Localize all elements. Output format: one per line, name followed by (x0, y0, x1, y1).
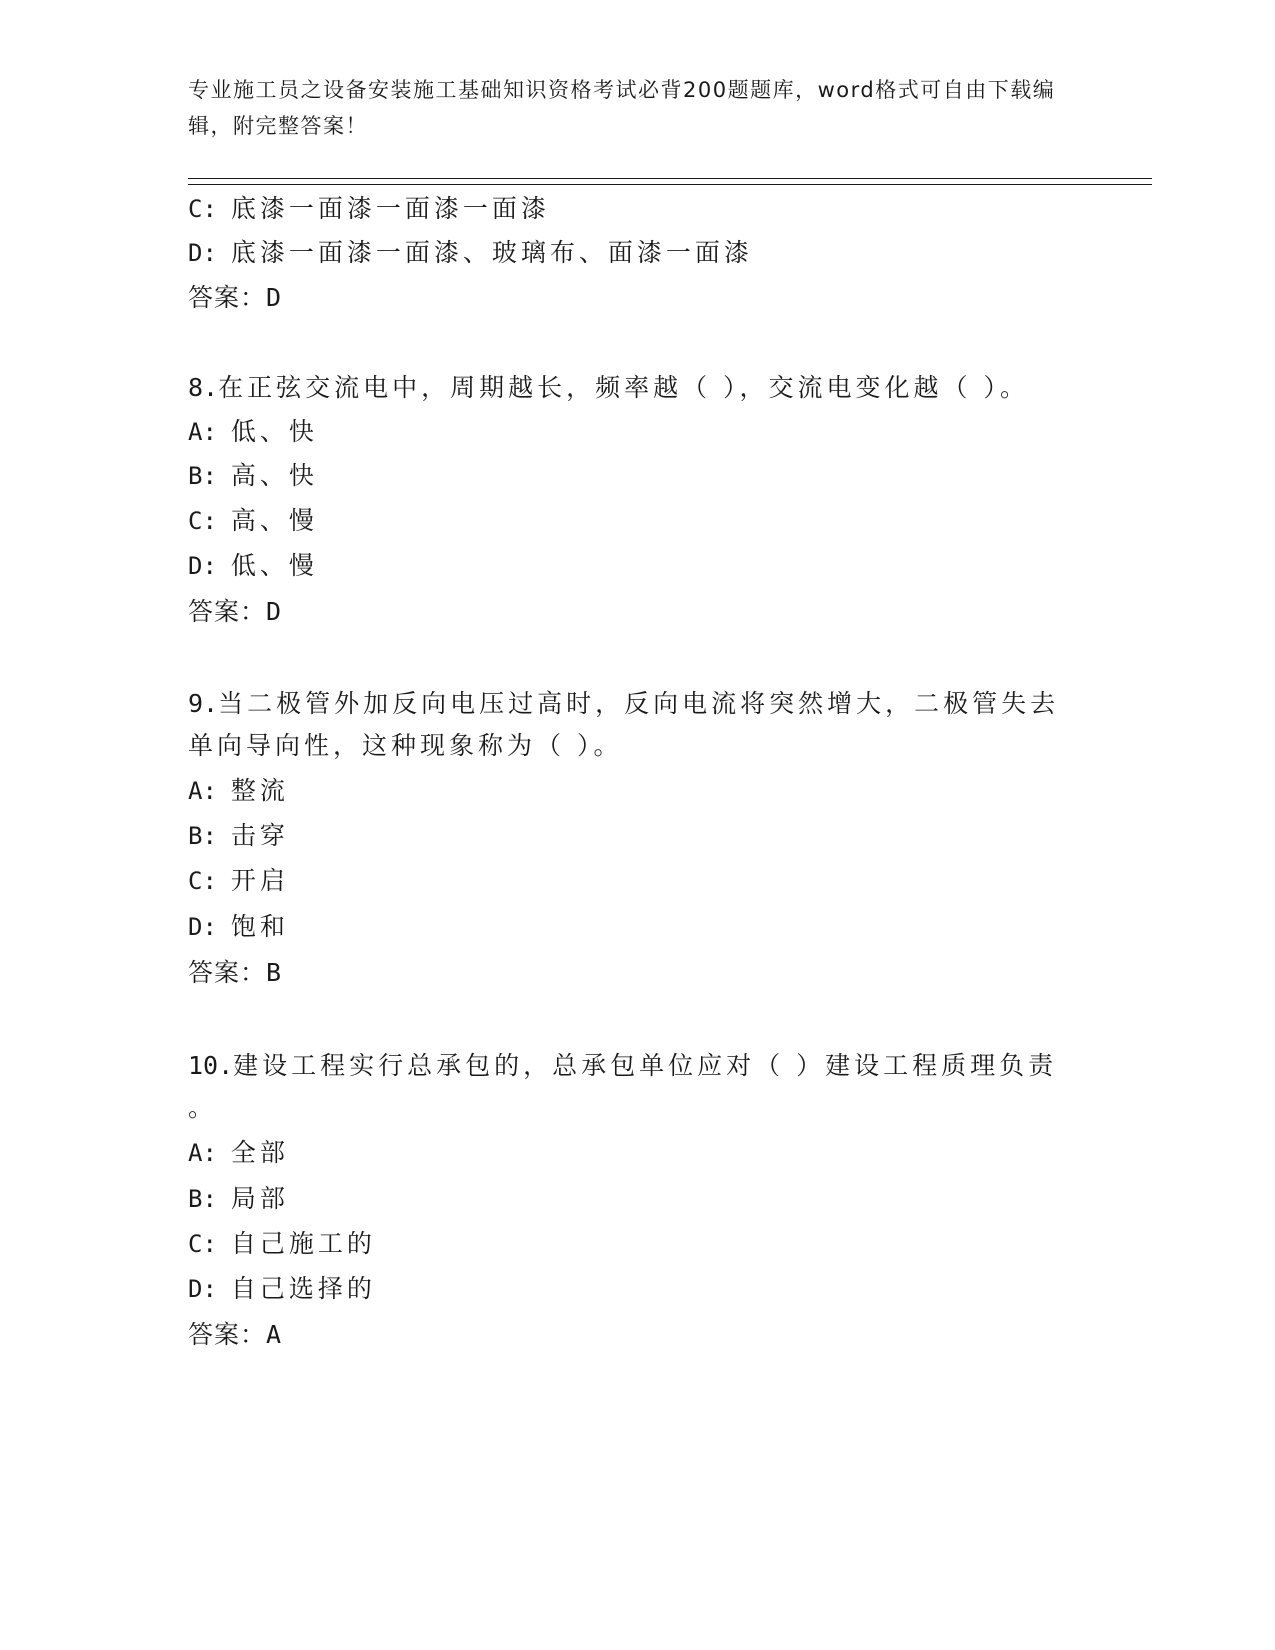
option-text: 饱和 (230, 912, 289, 941)
option-text: 自己施工的 (230, 1229, 376, 1258)
question-number: 8. (188, 373, 219, 402)
question-text: 建设工程实行总承包的，总承包单位应对（ ）建设工程质理负责 (233, 1051, 1058, 1080)
q8-option-d (188, 551, 318, 581)
option-label: C: (188, 195, 217, 223)
q8-stem (188, 373, 1029, 403)
q10-answer (188, 1320, 282, 1350)
q7-answer (188, 283, 282, 313)
option-text: 自己选择的 (230, 1274, 376, 1303)
option-label: D: (188, 913, 217, 941)
option-label: D: (188, 1275, 217, 1303)
option-text: 底漆一面漆一面漆一面漆 (230, 194, 550, 223)
option-label: A: (188, 418, 217, 446)
answer-label: 答案： (188, 1320, 267, 1349)
q9-option-d (188, 912, 289, 942)
option-label: B: (188, 462, 217, 490)
q9-option-c (188, 866, 289, 896)
option-text: 高、快 (230, 461, 318, 490)
option-label: C: (188, 507, 217, 535)
option-label: A: (188, 777, 217, 805)
option-label: C: (188, 867, 217, 895)
q9-stem-line2: 单向导向性，这种现象称为（ ）。 (188, 731, 623, 760)
answer-value: A (266, 1320, 283, 1349)
option-text: 底漆一面漆一面漆、玻璃布、面漆一面漆 (230, 238, 753, 267)
option-label: D: (188, 239, 217, 267)
answer-label: 答案： (188, 283, 267, 312)
q10-option-b (188, 1184, 289, 1214)
option-text: 低、快 (230, 417, 318, 446)
answer-value: D (266, 597, 283, 626)
option-text: 局部 (230, 1184, 289, 1213)
q8-option-a (188, 417, 318, 447)
q10-stem-line2: 。 (188, 1093, 218, 1122)
q8-option-c (188, 506, 318, 536)
q10-option-d (188, 1274, 376, 1304)
q10-option-a (188, 1138, 289, 1168)
document-header: 专业施工员之设备安装施工基础知识资格考试必背200题题库，word格式可自由下载编辑，附完整答案！ (188, 78, 1056, 138)
option-text: 高、慢 (230, 506, 318, 535)
header-divider-top (188, 178, 1152, 179)
answer-label: 答案： (188, 597, 267, 626)
option-text: 开启 (230, 866, 289, 895)
option-label: A: (188, 1139, 217, 1167)
option-text: 低、慢 (230, 551, 318, 580)
option-label: B: (188, 822, 217, 850)
q7-option-d (188, 238, 753, 268)
q9-answer (188, 958, 282, 988)
answer-value: B (266, 958, 283, 987)
q7-option-c (188, 194, 550, 224)
option-label: D: (188, 552, 217, 580)
answer-value: D (266, 283, 283, 312)
q8-answer (188, 597, 282, 627)
q9-stem-line1 (188, 689, 1059, 719)
question-number: 10. (188, 1051, 234, 1080)
question-number: 9. (188, 689, 219, 718)
q9-option-a (188, 776, 289, 806)
q10-option-c (188, 1229, 376, 1259)
option-text: 击穿 (230, 821, 289, 850)
q8-option-b (188, 461, 318, 491)
header-divider-bottom (188, 184, 1152, 185)
option-text: 全部 (230, 1138, 289, 1167)
question-text: 当二极管外加反向电压过高时，反向电流将突然增大，二极管失去 (218, 689, 1060, 718)
q9-option-b (188, 821, 289, 851)
question-text: 在正弦交流电中，周期越长，频率越（ ），交流电变化越（ ）。 (218, 373, 1030, 402)
answer-label: 答案： (188, 958, 267, 987)
q10-stem-line1 (188, 1051, 1057, 1081)
option-label: C: (188, 1230, 217, 1258)
option-text: 整流 (230, 776, 289, 805)
option-label: B: (188, 1185, 217, 1213)
